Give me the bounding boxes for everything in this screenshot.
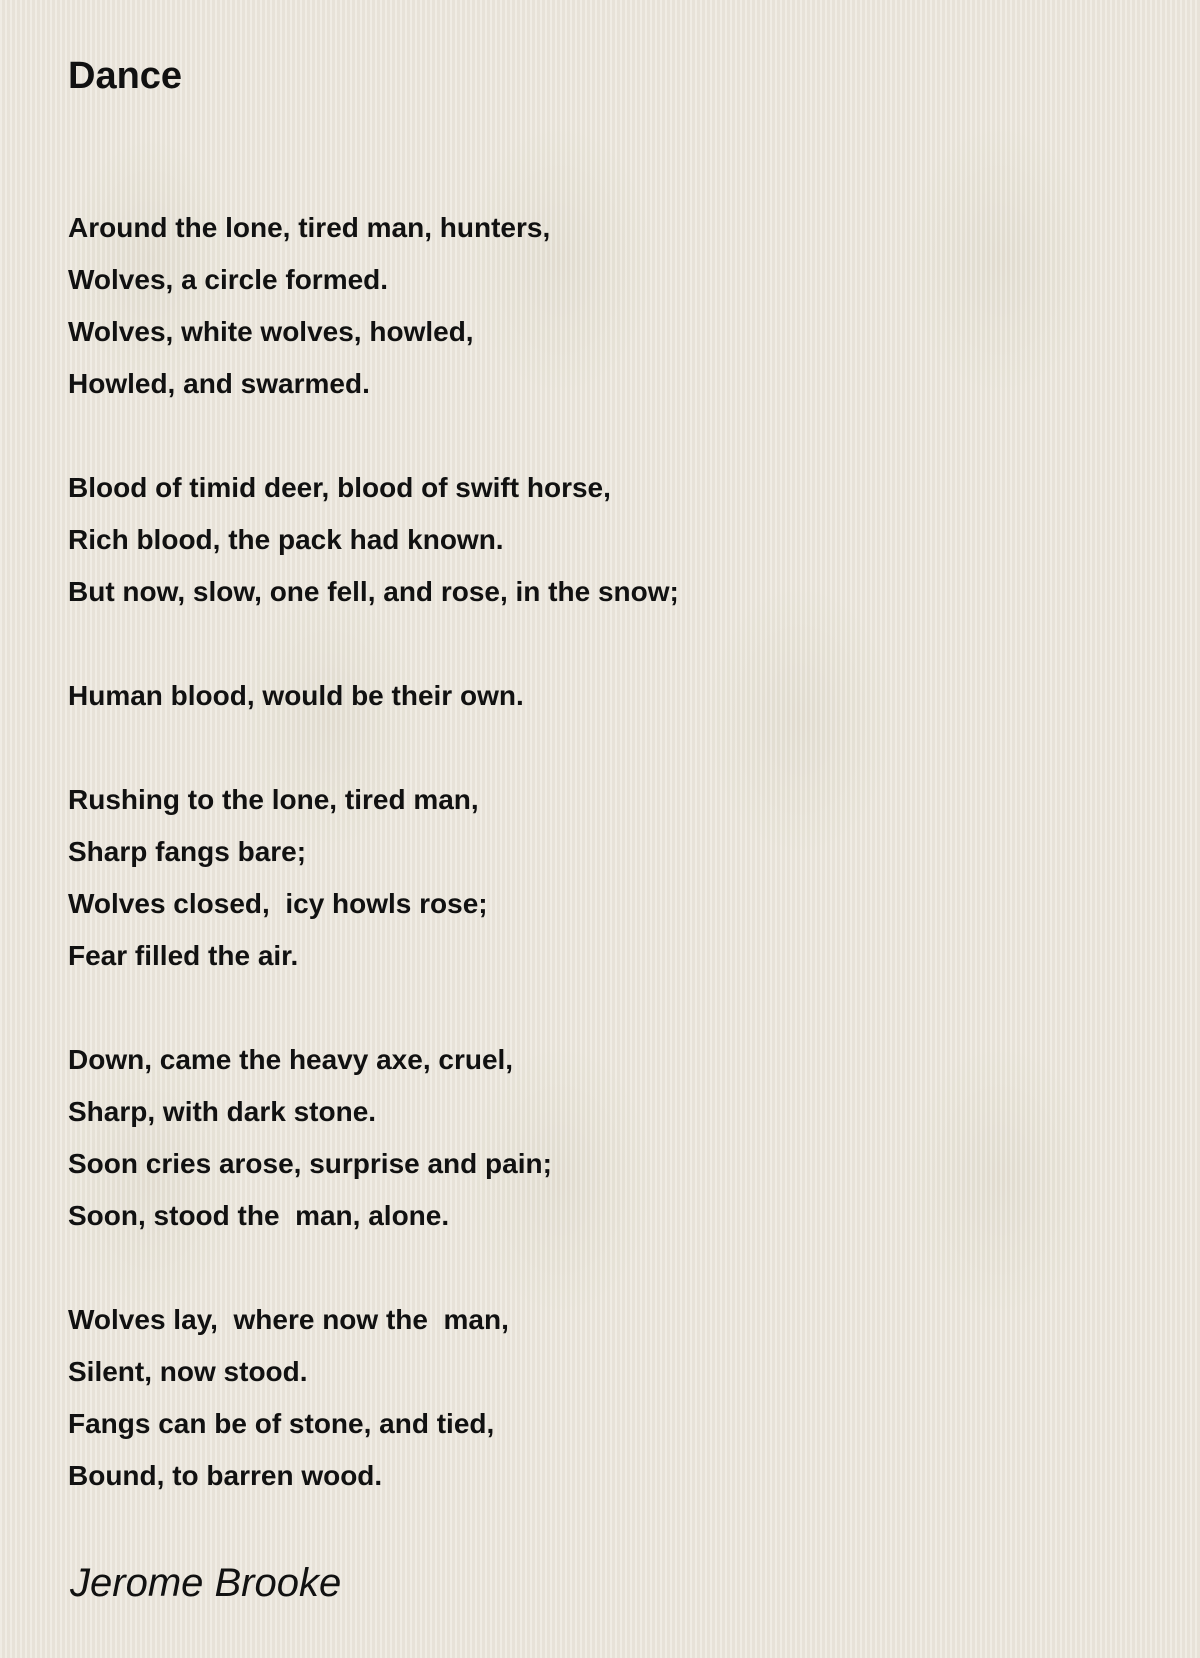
poem-line: Sharp, with dark stone. — [68, 1096, 377, 1127]
poem-line: Bound, to barren wood. — [68, 1460, 383, 1491]
poem-line: But now, slow, one fell, and rose, in the snow; — [68, 576, 679, 607]
poem-author: Jerome Brooke — [70, 1561, 342, 1605]
poem-stanza — [68, 670, 1148, 722]
poem-line: Wolves, white wolves, howled, — [68, 316, 474, 347]
poem-line: Rushing to the lone, tired man, — [68, 784, 479, 815]
poem-line: Down, came the heavy axe, cruel, — [68, 1044, 514, 1075]
poem-line: Fangs can be of stone, and tied, — [68, 1408, 495, 1439]
poem-line: Howled, and swarmed. — [68, 368, 370, 399]
poem-stanza — [68, 774, 1148, 982]
poem-stanza — [68, 1294, 1148, 1502]
poem-stanza — [68, 202, 1148, 410]
poem-line: Soon cries arose, surprise and pain; — [68, 1148, 552, 1179]
poem-line: Blood of timid deer, blood of swift horse, — [68, 472, 611, 503]
poem-line: Rich blood, the pack had known. — [68, 524, 504, 555]
poem-line: Soon, stood the man, alone. — [68, 1200, 450, 1231]
poem-stanza — [68, 1034, 1148, 1242]
poem-stanza — [68, 462, 1148, 618]
poem-line: Wolves closed, icy howls rose; — [68, 888, 488, 919]
poem-line: Human blood, would be their own. — [68, 680, 524, 711]
poem-line: Wolves lay, where now the man, — [68, 1304, 509, 1335]
poem-line: Silent, now stood. — [68, 1356, 308, 1387]
poem-line: Wolves, a circle formed. — [68, 264, 389, 295]
poem-line: Fear filled the air. — [68, 940, 299, 971]
poem-title: Dance — [68, 55, 183, 97]
poem-body — [68, 202, 1148, 1554]
poem-line: Sharp fangs bare; — [68, 836, 307, 867]
poem-line: Around the lone, tired man, hunters, — [68, 212, 551, 243]
